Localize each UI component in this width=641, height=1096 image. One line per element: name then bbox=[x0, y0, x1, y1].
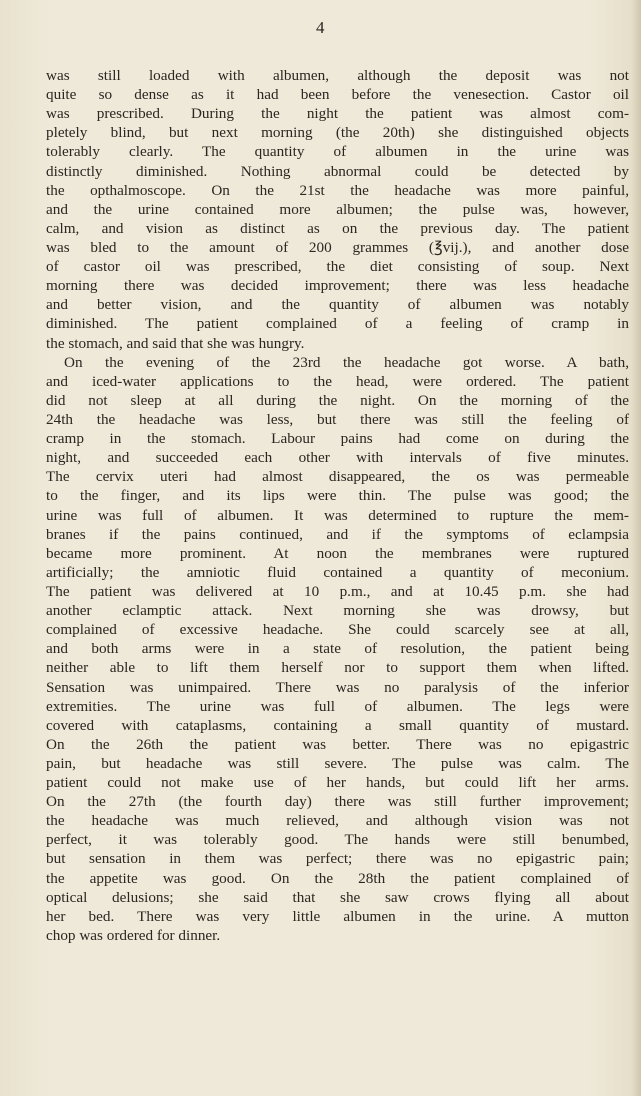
text-line: diminished. The patient complained of a feeling of cramp in bbox=[46, 315, 629, 333]
text-line: to the finger, and its lips were thin. The pulse was good; the bbox=[46, 487, 629, 505]
text-line: The cervix uteri had almost disappeared, the os was permeable bbox=[46, 468, 629, 486]
text-line: urine was full of albumen. It was determined to rupture the mem- bbox=[46, 506, 629, 524]
text-line: pletely blind, but next morning (the 20th) she distinguished objects bbox=[46, 124, 629, 142]
page-edge-shadow bbox=[631, 0, 641, 1096]
text-line: On the evening of the 23rd the headache got worse. A bath, bbox=[64, 353, 629, 371]
text-line: cramp in the stomach. Labour pains had come on during the bbox=[46, 430, 629, 448]
text-line: another eclamptic attack. Next morning she was drowsy, but bbox=[46, 602, 629, 620]
text-line: morning there was decided improvement; there was less headache bbox=[46, 277, 629, 295]
text-line: was still loaded with albumen, although the deposit was not bbox=[46, 67, 629, 84]
text-line: optical delusions; she said that she saw crows flying all about bbox=[46, 888, 629, 906]
text-line: The patient was delivered at 10 p.m., and at 10.45 p.m. she had bbox=[46, 582, 629, 600]
text-line: 24th the headache was less, but there was still the feeling of bbox=[46, 410, 629, 428]
text-line: of castor oil was prescribed, the diet consisting of soup. Next bbox=[46, 258, 629, 276]
text-line: became more prominent. At noon the membranes were ruptured bbox=[46, 544, 629, 562]
text-line: calm, and vision as distinct as on the previous day. The patient bbox=[46, 219, 629, 237]
text-line: tolerably clearly. The quantity of albumen in the urine was bbox=[46, 143, 629, 161]
page-number: 4 bbox=[316, 18, 325, 37]
text-line: and the urine contained more albumen; the pulse was, however, bbox=[46, 200, 629, 218]
text-line: branes if the pains continued, and if the symptoms of eclampsia bbox=[46, 525, 629, 543]
text-line: On the 27th (the fourth day) there was still further improvement; bbox=[46, 793, 629, 811]
text-line: covered with cataplasms, containing a small quantity of mustard. bbox=[46, 716, 629, 734]
text-line: On the 26th the patient was better. There was no epigastric bbox=[46, 735, 629, 753]
body-text bbox=[46, 66, 629, 945]
text-line: quite so dense as it had been before the venesection. Castor oil bbox=[46, 86, 629, 104]
text-line: artificially; the amniotic fluid contained a quantity of meconium. bbox=[46, 563, 629, 581]
text-line: Sensation was unimpaired. There was no paralysis of the inferior bbox=[46, 678, 629, 696]
text-line: the appetite was good. On the 28th the patient complained of bbox=[46, 869, 629, 887]
text-line: the headache was much relieved, and although vision was not bbox=[46, 812, 629, 830]
text-line: night, and succeeded each other with intervals of five minutes. bbox=[46, 449, 629, 467]
text-line: and better vision, and the quantity of albumen was notably bbox=[46, 296, 629, 314]
text-line: did not sleep at all during the night. On the morning of the bbox=[46, 391, 629, 409]
text-line: the stomach, and said that she was hungry. bbox=[46, 334, 305, 352]
text-line: distinctly diminished. Nothing abnormal could be detected by bbox=[46, 162, 629, 180]
text-line: chop was ordered for dinner. bbox=[46, 926, 221, 944]
text-line: perfect, it was tolerably good. The hands were still benumbed, bbox=[46, 831, 629, 849]
text-line: was prescribed. During the night the patient was almost com- bbox=[46, 105, 629, 123]
text-line: and both arms were in a state of resolution, the patient being bbox=[46, 640, 629, 658]
text-line: and iced-water applications to the head, were ordered. The patient bbox=[46, 372, 629, 390]
text-line: complained of excessive headache. She could scarcely see at all, bbox=[46, 621, 629, 639]
text-line: her bed. There was very little albumen in the urine. A mutton bbox=[46, 907, 629, 925]
text-line: patient could not make use of her hands, but could lift her arms. bbox=[46, 774, 629, 792]
text-line: extremities. The urine was full of albumen. The legs were bbox=[46, 697, 629, 715]
text-line: the opthalmoscope. On the 21st the headache was more painful, bbox=[46, 181, 629, 199]
text-line: but sensation in them was perfect; there was no epigastric pain; bbox=[46, 850, 629, 868]
text-line: neither able to lift them herself nor to support them when lifted. bbox=[46, 659, 629, 677]
text-line: pain, but headache was still severe. The pulse was calm. The bbox=[46, 754, 629, 772]
text-line: was bled to the amount of 200 grammes (℥vij.), and another dose bbox=[46, 238, 629, 256]
